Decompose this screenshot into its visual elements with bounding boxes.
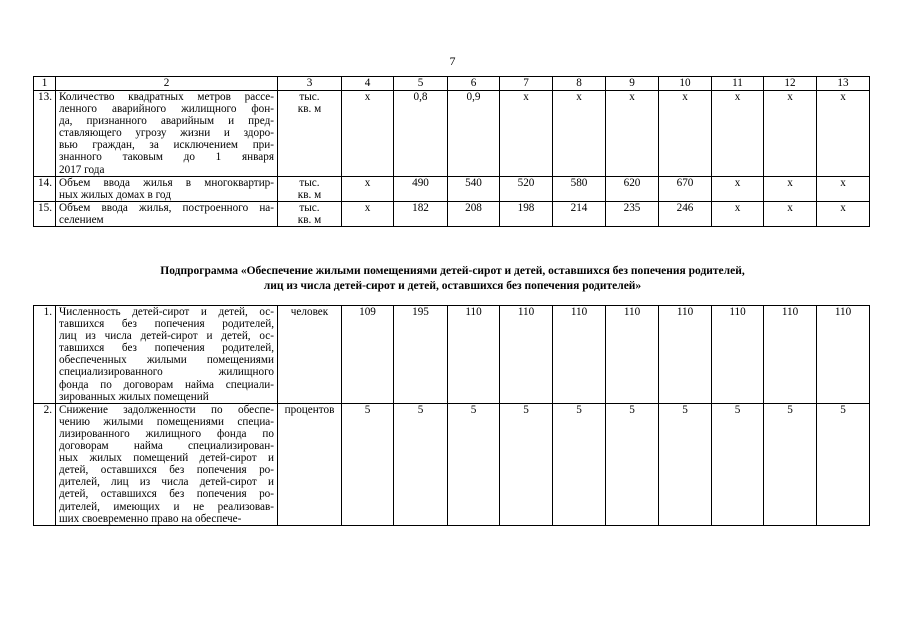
subprogram-title bbox=[0, 264, 905, 294]
indicator-name-cell bbox=[56, 176, 278, 201]
table-row bbox=[34, 176, 870, 201]
indicator-name-line: ших своевременно право на обеспече- bbox=[59, 512, 242, 525]
indicator-name-line: договорам найма специализирован- bbox=[59, 440, 274, 453]
indicator-name-cell bbox=[56, 91, 278, 177]
row-number-cell: 2. bbox=[34, 403, 56, 525]
value-cell: 5 bbox=[606, 403, 659, 525]
value-cell: 5 bbox=[817, 403, 870, 525]
value-cell: 620 bbox=[606, 176, 659, 201]
indicator-name-line: обеспеченных жилыми помещениями bbox=[59, 354, 274, 367]
value-cell: 110 bbox=[764, 306, 817, 404]
unit-line: кв. м bbox=[297, 213, 322, 226]
unit-line: процентов bbox=[284, 403, 335, 416]
indicator-name-line: лиц из числа детей-сирот и детей, ос- bbox=[59, 330, 274, 343]
column-number-cell: 7 bbox=[500, 77, 553, 91]
column-number-cell: 12 bbox=[764, 77, 817, 91]
column-number-cell: 5 bbox=[394, 77, 448, 91]
column-number-cell: 10 bbox=[659, 77, 712, 91]
value-cell: 490 bbox=[394, 176, 448, 201]
indicator-name-line: ленного аварийного жилищного фон- bbox=[59, 103, 274, 116]
indicator-name-line: знанного таковым до 1 января bbox=[59, 151, 274, 164]
indicator-name-line: Снижение задолженности по обеспе- bbox=[59, 403, 274, 416]
indicator-name-line: Количество квадратных метров рассе- bbox=[59, 91, 274, 103]
value-cell: х bbox=[342, 176, 394, 201]
value-cell: х bbox=[817, 176, 870, 201]
indicator-name-line: детей, оставшихся без попечения ро- bbox=[59, 464, 274, 477]
indicator-name-line: Объем ввода жилья в многоквартир- bbox=[59, 176, 274, 189]
indicator-name-line: ных жилых домах в год bbox=[59, 188, 171, 201]
indicator-name-cell bbox=[56, 403, 278, 525]
value-cell: 5 bbox=[394, 403, 448, 525]
value-cell: х bbox=[764, 201, 817, 226]
value-cell: 540 bbox=[448, 176, 500, 201]
indicator-name-line: специализированного жилищного bbox=[59, 366, 274, 379]
indicator-name-line: вью граждан, за исключением при- bbox=[59, 139, 274, 152]
column-number-cell: 9 bbox=[606, 77, 659, 91]
value-cell: 110 bbox=[500, 306, 553, 404]
unit-line: тыс. bbox=[299, 91, 320, 103]
indicator-name-line: да, признанного аварийным и пред- bbox=[59, 115, 274, 128]
value-cell: 208 bbox=[448, 201, 500, 226]
indicator-name-line: ставляющего угрозу жизни и здоро- bbox=[59, 127, 274, 140]
value-cell: 5 bbox=[448, 403, 500, 525]
value-cell: х bbox=[342, 91, 394, 177]
indicator-name-line: зированных жилых помещений bbox=[59, 390, 209, 403]
value-cell: 195 bbox=[394, 306, 448, 404]
value-cell: 5 bbox=[500, 403, 553, 525]
unit-line: человек bbox=[290, 306, 329, 318]
row-number-cell: 14. bbox=[34, 176, 56, 201]
indicators-table-top bbox=[33, 76, 870, 227]
unit-line: кв. м bbox=[297, 103, 322, 116]
indicator-name-line: дителей, лиц из числа детей-сирот и bbox=[59, 476, 274, 489]
unit-line: кв. м bbox=[297, 188, 322, 201]
value-cell: 5 bbox=[764, 403, 817, 525]
indicator-name-line: 2017 года bbox=[59, 163, 105, 176]
value-cell: х bbox=[712, 176, 764, 201]
subprogram-title-line-2: лиц из числа детей-сирот и детей, оставшихся без попечения родителей» bbox=[263, 280, 642, 292]
indicator-name-cell bbox=[56, 306, 278, 404]
column-number-cell: 6 bbox=[448, 77, 500, 91]
row-number-cell: 15. bbox=[34, 201, 56, 226]
column-number-cell: 3 bbox=[278, 77, 342, 91]
table-row bbox=[34, 403, 870, 525]
indicator-name-line: детей, оставшихся без попечения ро- bbox=[59, 488, 274, 501]
column-number-cell: 8 bbox=[553, 77, 606, 91]
value-cell: 110 bbox=[448, 306, 500, 404]
value-cell: 110 bbox=[606, 306, 659, 404]
column-number-cell: 13 bbox=[817, 77, 870, 91]
value-cell: х bbox=[817, 91, 870, 177]
value-cell: 5 bbox=[342, 403, 394, 525]
indicator-name-line: ных жилых помещений детей-сирот и bbox=[59, 452, 274, 465]
value-cell: 110 bbox=[817, 306, 870, 404]
value-cell: 214 bbox=[553, 201, 606, 226]
value-cell: 580 bbox=[553, 176, 606, 201]
value-cell: х bbox=[764, 91, 817, 177]
value-cell: 198 bbox=[500, 201, 553, 226]
value-cell: 110 bbox=[712, 306, 764, 404]
value-cell: 110 bbox=[553, 306, 606, 404]
column-number-cell: 4 bbox=[342, 77, 394, 91]
value-cell: 109 bbox=[342, 306, 394, 404]
value-cell: х bbox=[500, 91, 553, 177]
table-header-row bbox=[34, 77, 870, 91]
indicator-name-line: дителей, имеющих и не реализовав- bbox=[59, 500, 274, 513]
value-cell: х bbox=[712, 91, 764, 177]
value-cell: 5 bbox=[659, 403, 712, 525]
table-row bbox=[34, 91, 870, 177]
column-number-cell: 2 bbox=[56, 77, 278, 91]
indicators-table-subprogram bbox=[33, 305, 870, 526]
value-cell: 5 bbox=[712, 403, 764, 525]
indicator-name-line: чению жилыми помещениями специа- bbox=[59, 415, 274, 428]
unit-cell bbox=[278, 403, 342, 525]
value-cell: 235 bbox=[606, 201, 659, 226]
indicator-name-line: Численность детей-сирот и детей, ос- bbox=[59, 306, 274, 318]
value-cell: х bbox=[606, 91, 659, 177]
unit-cell bbox=[278, 306, 342, 404]
row-number-cell: 13. bbox=[34, 91, 56, 177]
indicator-name-line: селением bbox=[59, 213, 104, 226]
subprogram-title-line-1: Подпрограмма «Обеспечение жилыми помещениями детей-сирот и детей, оставшихся без попечения родителей, bbox=[160, 265, 745, 277]
row-number-cell: 1. bbox=[34, 306, 56, 404]
column-number-cell: 1 bbox=[34, 77, 56, 91]
value-cell: 520 bbox=[500, 176, 553, 201]
page-number: 7 bbox=[449, 54, 456, 68]
value-cell: х bbox=[817, 201, 870, 226]
value-cell: х bbox=[342, 201, 394, 226]
value-cell: х bbox=[553, 91, 606, 177]
value-cell: 110 bbox=[659, 306, 712, 404]
value-cell: 182 bbox=[394, 201, 448, 226]
indicator-name-cell bbox=[56, 201, 278, 226]
unit-cell bbox=[278, 91, 342, 177]
value-cell: 246 bbox=[659, 201, 712, 226]
indicator-name-line: тавшихся без попечения родителей, bbox=[59, 342, 274, 355]
value-cell: 0,9 bbox=[448, 91, 500, 177]
value-cell: 0,8 bbox=[394, 91, 448, 177]
unit-line: тыс. bbox=[299, 201, 320, 214]
indicator-name-line: Объем ввода жилья, построенного на- bbox=[59, 201, 274, 214]
value-cell: х bbox=[712, 201, 764, 226]
unit-cell bbox=[278, 176, 342, 201]
value-cell: 5 bbox=[553, 403, 606, 525]
column-number-cell: 11 bbox=[712, 77, 764, 91]
indicator-name-line: лизированного жилищного фонда по bbox=[59, 427, 274, 440]
table-row bbox=[34, 306, 870, 404]
value-cell: 670 bbox=[659, 176, 712, 201]
indicator-name-line: фонда по договорам найма специали- bbox=[59, 378, 274, 391]
table-row bbox=[34, 201, 870, 226]
unit-line: тыс. bbox=[299, 176, 320, 189]
value-cell: х bbox=[659, 91, 712, 177]
value-cell: х bbox=[764, 176, 817, 201]
indicator-name-line: тавшихся без попечения родителей, bbox=[59, 318, 274, 331]
unit-cell bbox=[278, 201, 342, 226]
